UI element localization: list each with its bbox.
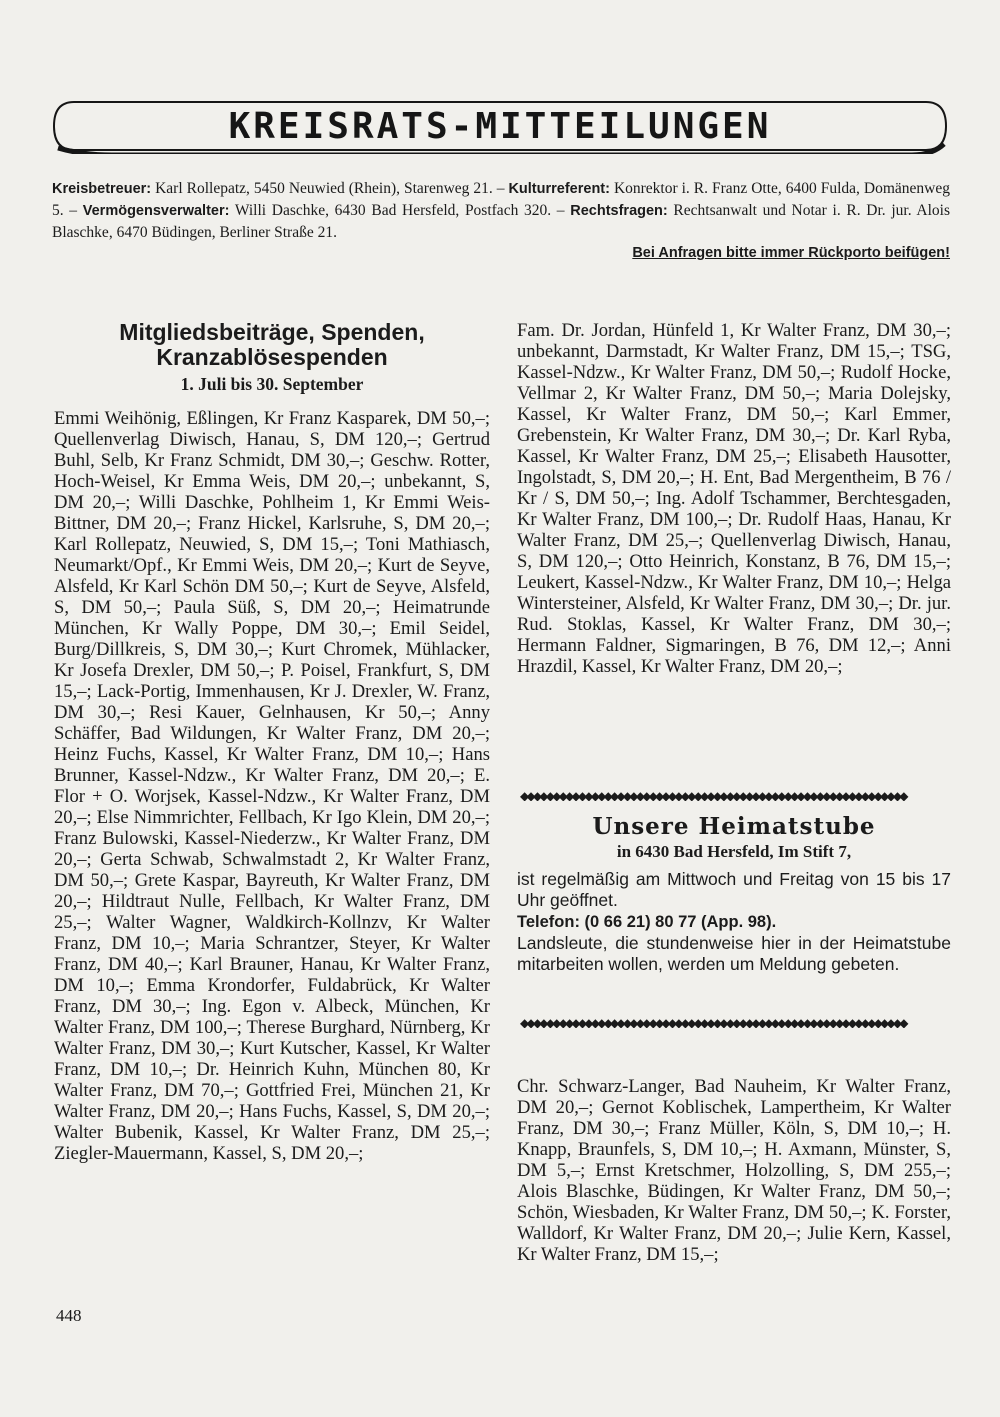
- donations-text: Emmi Weihönig, Eßlingen, Kr Franz Kasparek, DM 50,–; Quellenverlag Diwisch, Hanau, S, DM 120,–; Gertrud Buhl, Selb, Kr Franz Schmidt, DM 30,–; Geschw. Rotter, Hoch-Weisel, Kr Emma Weis, DM 20,–; unbekannt, S, DM 20,–; Willi Daschke, Pohlheim 1, Kr Emmi Weis-Bittner, DM 20,–; Franz Hickel, Karlsruhe, S, DM 20,–; Karl Rollepatz, Neuwied, S, DM 15,–; Toni Mathiasch, Neumarkt/Opf., Kr Emmi Weis, DM 20,–; Kurt de Seyve, Alsfeld, Kr Karl Schön DM 50,–; Kurt de Seyve, Alsfeld, S, DM 50,–; Paula Süß, S, DM 20,–; Heimatrunde München, Kr Wally Poppe, DM 30,–; Emil Seidel, Burg/Dillkreis, S, DM 30,–; Kurt Chromek, Mühlacker, Kr Josefa Drexler, DM 50,–; P. Poisel, Frankfurt, S, DM 15,–; Lack-Portig, Immenhausen, Kr J. Drexler, W. Franz, DM 30,–; Resi Kauer, Gelnhausen, Kr 50,–; Anny Schäffer, Bad Wildungen, Kr Walter Franz, DM 20,–; Heinz Fuchs, Kassel, Kr Walter Franz, DM 10,–; Hans Brunner, Kassel-Ndzw., Kr Walter Franz, DM 20,–; E. Flor + O. Worjsek, Kassel-Ndzw., Kr Walter Franz, DM 20,–; Else Nimmrichter, Fellbach, Kr Igo Klein, DM 20,–; Franz Bulowski, Kassel-Niederzw., Kr Walter Franz, DM 20,–; Gerta Schwab, Schwalmstadt 2, Kr Walter Franz, DM 50,–; Grete Kaspar, Bayreuth, Kr Walter Franz, DM 20,–; Hildtraut Nulle, Fellbach, Kr Walter Franz, DM 25,–; Walter Wagner, Waldkirch-Kollnzv, Kr Walter Franz, DM 10,–; Maria Schrantzer, Steyer, Kr Walter Franz, DM 40,–; Karl Brauner, Hanau, Kr Walter Franz, DM 10,–; Emma Krondorfer, Fuldabrück, Kr Walter Franz, DM 30,–; Ing. Egon v. Albeck, München, Kr Walter Franz, DM 100,–; Therese Burghard, Nürnberg, Kr Walter Franz, DM 30,–; Kurt Kutscher, Kassel, Kr Walter Franz, DM 10,–; Dr. Heinrich Kuhn, München 80, Kr Walter Franz, DM 70,–; Gottfried Frei, München 21, Kr Walter Franz, DM 20,–; Hans Fuchs, Kassel, S, DM 20,–; Walter Bubenik, Kassel, Kr Walter Franz, DM 25,–; Ziegler-Mauermann, Kassel, S, DM 20,–;: [54, 408, 490, 1164]
- postage-note: Bei Anfragen bitte immer Rückporto beifügen!: [632, 245, 950, 261]
- page-number: 448: [56, 1306, 82, 1325]
- label-kulturreferent: Kulturreferent:: [508, 181, 610, 197]
- heimatstube-notice: [517, 813, 951, 975]
- value-kreisbetreuer: Karl Rollepatz, 5450 Neuwied (Rhein), Starenweg 21. –: [151, 180, 509, 197]
- donations-left-column: [54, 408, 490, 1164]
- ornament-divider: ◆◆◆◆◆◆◆◆◆◆◆◆◆◆◆◆◆◆◆◆◆◆◆◆◆◆◆◆◆◆◆◆◆◆◆◆◆◆◆◆◆◆◆◆◆◆◆◆◆◆◆◆◆◆◆◆◆◆◆◆: [520, 1018, 906, 1028]
- heimatstube-phone: Telefon: (0 66 21) 80 77 (App. 98).: [517, 913, 777, 931]
- header-banner: [52, 98, 948, 154]
- heimatstube-request: Landsleute, die stundenweise hier in der Heimatstube mitarbeiten wollen, werden um Meldung gebeten.: [517, 933, 951, 974]
- heading-line-1: Mitgliedsbeiträge, Spenden,: [119, 319, 425, 345]
- heading-line-2: Kranzablösespenden: [156, 344, 388, 370]
- donations-text: Fam. Dr. Jordan, Hünfeld 1, Kr Walter Franz, DM 30,–; unbekannt, Darmstadt, Kr Walter Franz, DM 15,–; TSG, Kassel-Ndzw., Kr Walter Franz, DM 50,–; Rudolf Hocke, Vellmar 2, Kr Walter Franz, DM 50,–; Maria Dolejsky, Kassel, Kr Walter Franz, DM 50,–; Karl Emmer, Grebenstein, Kr Walter Franz, DM 30,–; Dr. Karl Ryba, Kassel, Kr Walter Franz, DM 25,–; Elisabeth Hausotter, Ingolstadt, S, DM 20,–; H. Ent, Bad Mergentheim, B 76 / Kr / S, DM 50,–; Ing. Adolf Tschammer, Berchtesgaden, Kr Walter Franz, DM 100,–; Dr. Rudolf Haas, Hanau, Kr Walter Franz, DM 25,–; Quellenverlag Diwisch, Hanau, S, DM 120,–; Otto Heinrich, Konstanz, B 76, DM 15,–; Leukert, Kassel-Ndzw., Kr Walter Franz, DM 10,–; Helga Wintersteiner, Alsfeld, Kr Walter Franz, DM 30,–; Dr. jur. Rud. Stoklas, Kassel, Kr Walter Franz, DM 30,–; Hermann Faldner, Sigmaringen, B 76, DM 12,–; Anni Hrazdil, Kassel, Kr Walter Franz, DM 20,–;: [517, 320, 951, 677]
- section-heading: [54, 320, 490, 395]
- label-rechtsfragen: Rechtsfragen:: [570, 203, 668, 219]
- contact-info: [52, 178, 950, 264]
- heimatstube-address: in 6430 Bad Hersfeld, Im Stift 7,: [616, 842, 852, 861]
- heading-period: 1. Juli bis 30. September: [180, 374, 364, 394]
- donations-text: Chr. Schwarz-Langer, Bad Nauheim, Kr Walter Franz, DM 20,–; Gernot Koblischek, Lampertheim, Kr Walter Franz, DM 30,–; Franz Müller, Köln, S, DM 10,–; H. Knapp, Braunfels, S, DM 10,–; H. Axmann, Münster, S, DM 5,–; Ernst Kretschmer, Holzolling, S, DM 255,–; Alois Blaschke, Büdingen, Kr Walter Franz, DM 50,–; Schön, Wiesbaden, Kr Walter Franz, DM 50,–; K. Forster, Walldorf, Kr Walter Franz, DM 20,–; Julie Kern, Kassel, Kr Walter Franz, DM 15,–;: [517, 1076, 951, 1265]
- label-vermoegensverwalter: Vermögensverwalter:: [82, 203, 230, 219]
- page-title: KREISRATS-MITTEILUNGEN: [228, 106, 772, 147]
- heimatstube-hours: ist regelmäßig am Mittwoch und Freitag von 15 bis 17 Uhr geöffnet.: [517, 869, 951, 910]
- value-kulturreferent: Konrektor i. R. Franz Otte, 6400 Fulda, Domänenweg 5. –: [52, 180, 950, 219]
- donations-right-column-bottom: [517, 1076, 951, 1265]
- value-vermoegensverwalter: Willi Daschke, 6430 Bad Hersfeld, Postfach 320. –: [229, 202, 571, 219]
- ornament-divider: ◆◆◆◆◆◆◆◆◆◆◆◆◆◆◆◆◆◆◆◆◆◆◆◆◆◆◆◆◆◆◆◆◆◆◆◆◆◆◆◆◆◆◆◆◆◆◆◆◆◆◆◆◆◆◆◆◆◆◆◆: [520, 791, 906, 801]
- heimatstube-title: Unsere Heimatstube: [592, 813, 876, 840]
- value-rechtsfragen: Rechtsanwalt und Notar i. R. Dr. jur. Alois Blaschke, 6470 Büdingen, Berliner Straße 21.: [52, 202, 951, 241]
- donations-right-column-top: [517, 320, 951, 677]
- label-kreisbetreuer: Kreisbetreuer:: [52, 181, 152, 197]
